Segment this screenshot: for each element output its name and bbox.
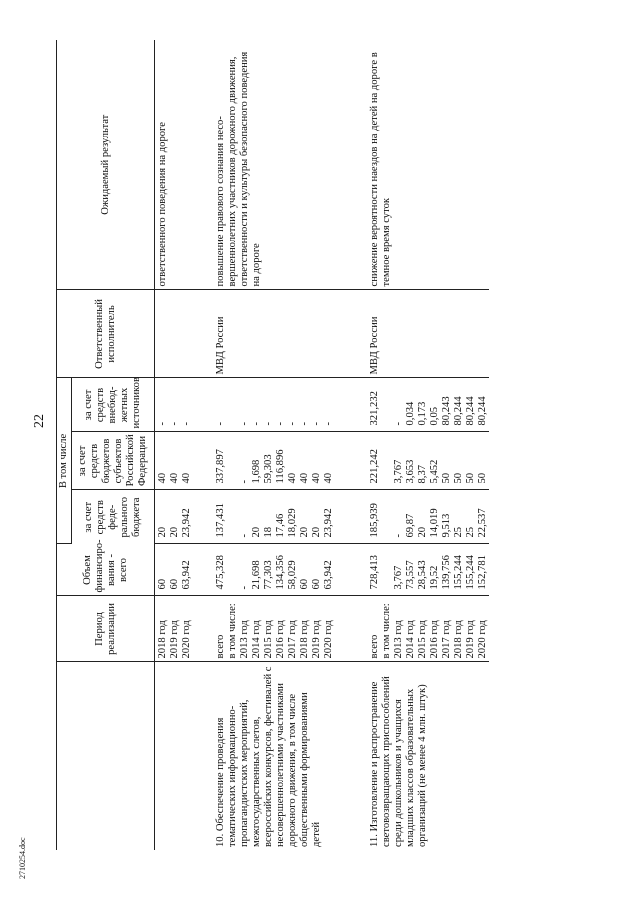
row-executor: МВД России (193, 290, 335, 378)
row-extra: - - - - - - - - - (193, 378, 335, 432)
row-name (155, 662, 194, 850)
row-name: 11. Изготовление и распространение световозвращающих приспособлений среди дошкольников и учащихся младших классов образовательных организаций (не менее 4 млн. штук) (369, 676, 428, 847)
row-total: 60 60 63,942 (155, 544, 194, 596)
row-federal: 20 20 23,942 (155, 490, 194, 544)
header-total: Объем финансиро-вания - всего (57, 544, 155, 596)
row-periods: всего в том числе: 2013 год 2014 год 2015 год 2016 год 2017 год 2018 год 2019 год 2020 год (193, 596, 335, 662)
row-executor: МВД России (335, 290, 489, 378)
row-regional: 337,897 - 1,698 59,303 116,896 40 40 40 40 (193, 432, 335, 490)
header-regional: за счет средств бюджетов субъектов Российской Федерации (72, 432, 155, 490)
header-extra: за счет средств внебюд-жетных источников (72, 378, 155, 432)
row-extra: - - - (155, 378, 194, 432)
document-code: 2710254.doc (18, 837, 27, 879)
header-name (57, 662, 155, 850)
financing-table (56, 40, 489, 850)
table-row (335, 40, 489, 850)
row-name: 10. Обеспечение проведения тематических информационно-пропагандистских мероприятий, межгосударственных слетов, всероссийских конкурсов, фестивалей с несовершеннолетними участниками дорожного движения, в том числе общественными формированиями детей (215, 666, 322, 847)
row-regional: 221,242 3,767 3,653 8,37 5,452 50 50 50 50 (335, 432, 489, 490)
row-periods: всего в том числе: 2013 год 2014 год 2015 год 2016 год 2017 год 2018 год 2019 год 2020 год (335, 596, 489, 662)
header-federal: за счет средств феде-рального бюджета (72, 490, 155, 544)
table-row (193, 40, 335, 850)
header-group: В том числе (57, 378, 72, 544)
row-result: снижение вероятности наездов на детей на дороге в темное время суток (335, 40, 489, 290)
page-number: 22 (32, 414, 47, 428)
header-result: Ожидаемый результат (57, 40, 155, 290)
row-total: 475,328 - 21,698 77,303 134,356 58,029 60 60 63,942 (193, 544, 335, 596)
row-periods: 2018 год 2019 год 2020 год (155, 596, 194, 662)
row-regional: 40 40 40 (155, 432, 194, 490)
row-executor (155, 290, 194, 378)
row-federal: 185,939 - 69,87 20 14,019 9,513 25 25 22,537 (335, 490, 489, 544)
row-federal: 137,431 - 20 18 17,46 18,029 20 20 23,942 (193, 490, 335, 544)
table-row (155, 40, 194, 850)
header-period: Период реализации (57, 596, 155, 662)
row-result: ответственного поведения на дороге (155, 40, 194, 290)
row-result: повышение правового сознания несо-вершеннолетних участников дорожного движения, ответственности и культуры безопасного поведения на дороге (193, 40, 335, 290)
financing-table-sheet (56, 40, 608, 850)
header-executor: Ответственный исполнитель (57, 290, 155, 378)
row-total: 728,413 3,767 73,557 28,543 19,52 139,756 155,244 155,244 152,781 (335, 544, 489, 596)
row-extra: 321,232 - 0,034 0,173 0,05 80,243 80,244 80,244 80,244 (335, 378, 489, 432)
